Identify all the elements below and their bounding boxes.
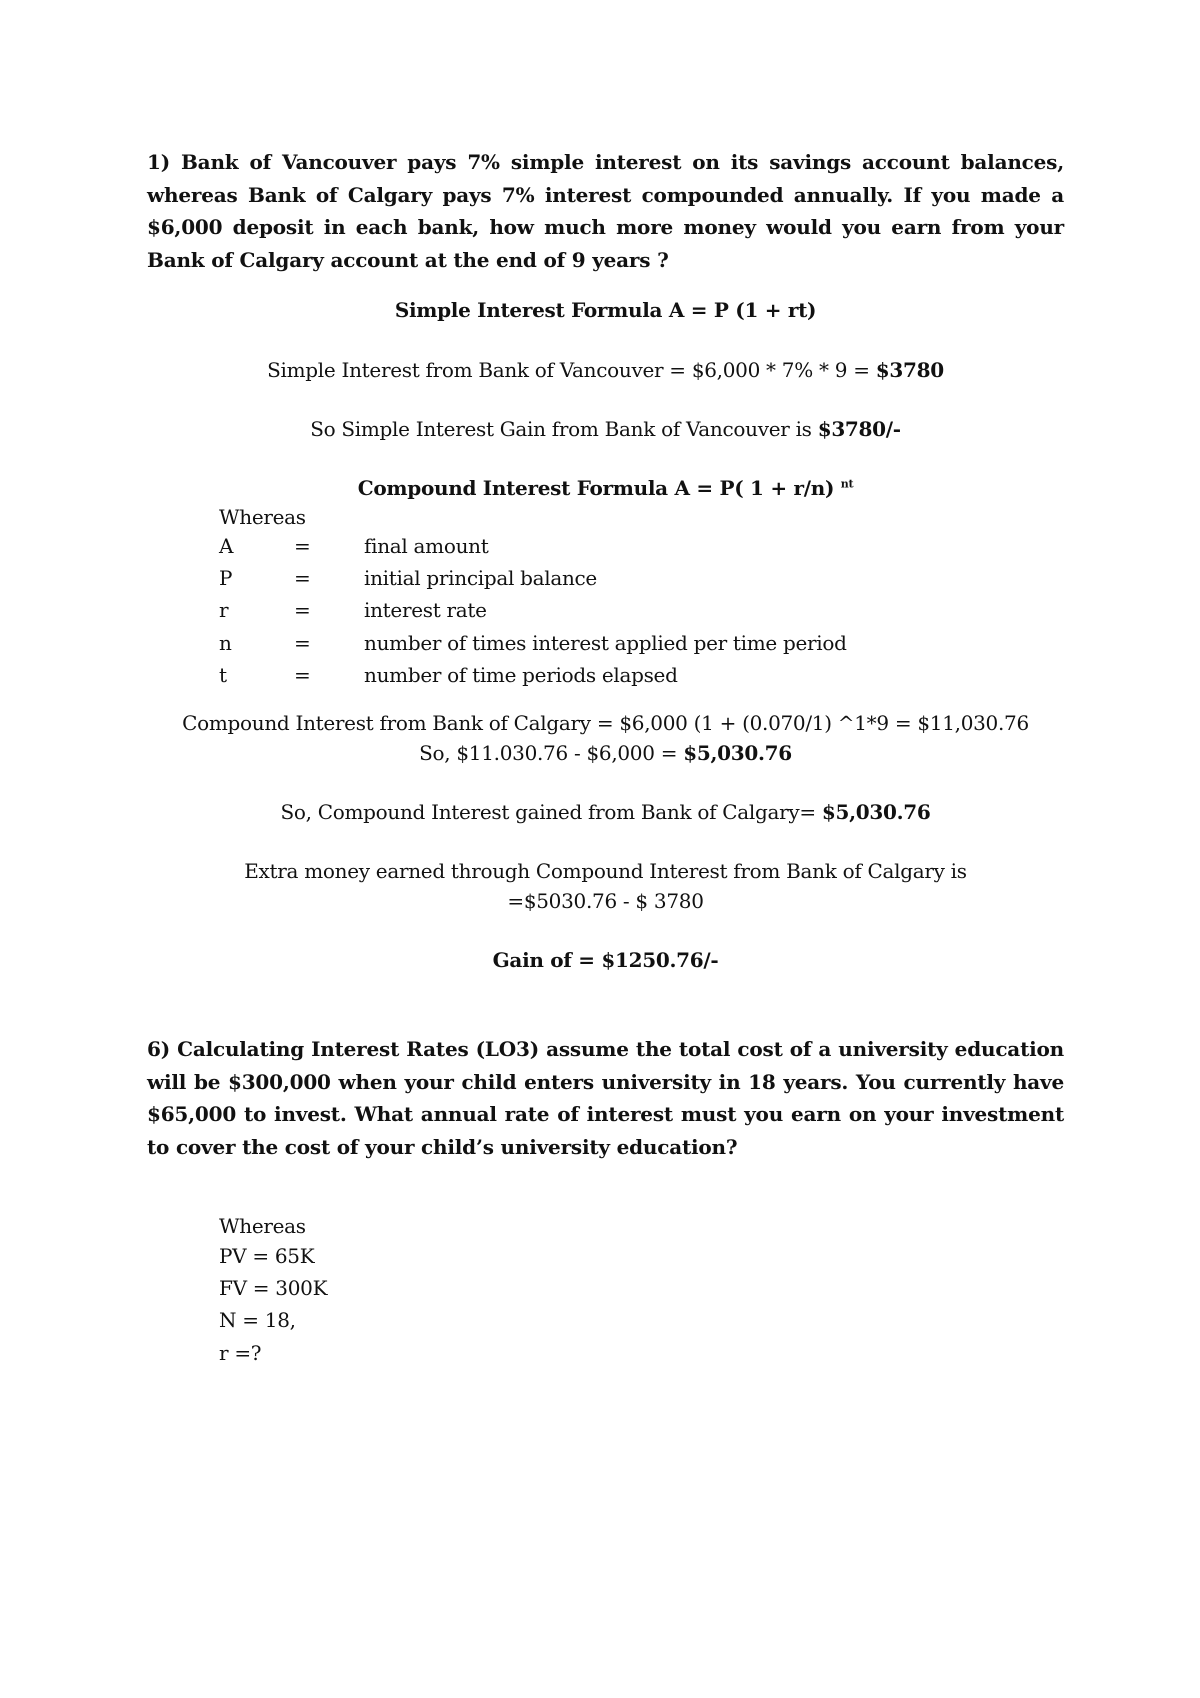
compound-gain-text: So, Compound Interest gained from Bank of Calgary= xyxy=(280,800,822,824)
compound-interest-gain xyxy=(147,796,1064,828)
definition-symbol: n xyxy=(219,630,232,655)
compound-net-result: $5,030.76 xyxy=(683,741,792,765)
simple-interest-gain xyxy=(147,413,1064,445)
whereas-label-2: Whereas xyxy=(219,1214,306,1238)
compound-formula-text: Compound Interest Formula A = P( 1 + r/n) xyxy=(357,476,841,500)
simple-interest-calc-result: $3780 xyxy=(875,358,944,382)
extra-money-line-2: =$5030.76 - $ 3780 xyxy=(507,889,704,913)
definition-meaning: number of times interest applied per time period xyxy=(364,630,847,655)
definition-equals: = xyxy=(294,566,311,591)
definition-meaning: number of time periods elapsed xyxy=(364,662,678,687)
given-values-list xyxy=(219,1240,327,1369)
whereas-label-1: Whereas xyxy=(219,505,306,529)
question-6-text: 6) Calculating Interest Rates (LO3) assume the total cost of a university education will be $300,000 when your child enters university in 18 years. You currently have $65,000 to invest. What annual rate of interest must you earn on your investment to cover the cost of your child’s university education? xyxy=(147,1037,1064,1159)
compound-interest-calculation: Compound Interest from Bank of Calgary = $6,000 (1 + (0.070/1) ^1*9 = $11,030.76 xyxy=(182,711,1029,735)
simple-interest-gain-text: So Simple Interest Gain from Bank of Vancouver is xyxy=(310,417,818,441)
compound-formula-exponent: nt xyxy=(840,477,854,491)
compound-interest-net xyxy=(147,737,1064,769)
simple-interest-formula: Simple Interest Formula A = P (1 + rt) xyxy=(394,298,817,322)
simple-interest-gain-result: $3780/- xyxy=(817,417,901,441)
definition-equals: = xyxy=(294,662,311,687)
definition-symbol: A xyxy=(219,534,234,558)
definition-symbol: r xyxy=(219,598,229,623)
compound-gain-result: $5,030.76 xyxy=(821,800,931,824)
definition-symbol: t xyxy=(219,662,227,687)
given-value: PV = 65K xyxy=(219,1244,315,1268)
compound-interest-formula xyxy=(147,472,1064,504)
question-1-text: 1) Bank of Vancouver pays 7% simple interest on its savings account balances, whereas Bank of Calgary pays 7% interest compounded annually. If you made a $6,000 deposit in each bank, how much more money would you earn from your Bank of Calgary account at the end of 9 years ? xyxy=(147,150,1064,272)
definition-equals: = xyxy=(294,598,311,623)
extra-money-line-1: Extra money earned through Compound Interest from Bank of Calgary is xyxy=(244,859,967,883)
simple-interest-calc-text: Simple Interest from Bank of Vancouver = $6,000 * 7% * 9 = xyxy=(267,358,876,382)
given-value: N = 18, xyxy=(219,1308,296,1333)
definition-meaning: final amount xyxy=(364,534,489,558)
definition-symbol: P xyxy=(219,566,233,591)
definition-meaning: initial principal balance xyxy=(364,566,597,591)
compound-net-text: So, $11.030.76 - $6,000 = xyxy=(419,741,684,765)
definition-meaning: interest rate xyxy=(364,598,487,623)
final-gain: Gain of = $1250.76/- xyxy=(492,948,719,972)
simple-interest-calculation xyxy=(147,354,1064,386)
definition-equals: = xyxy=(294,534,311,558)
given-value: r =? xyxy=(219,1340,262,1365)
given-value: FV = 300K xyxy=(219,1276,328,1301)
definition-equals: = xyxy=(294,630,311,655)
